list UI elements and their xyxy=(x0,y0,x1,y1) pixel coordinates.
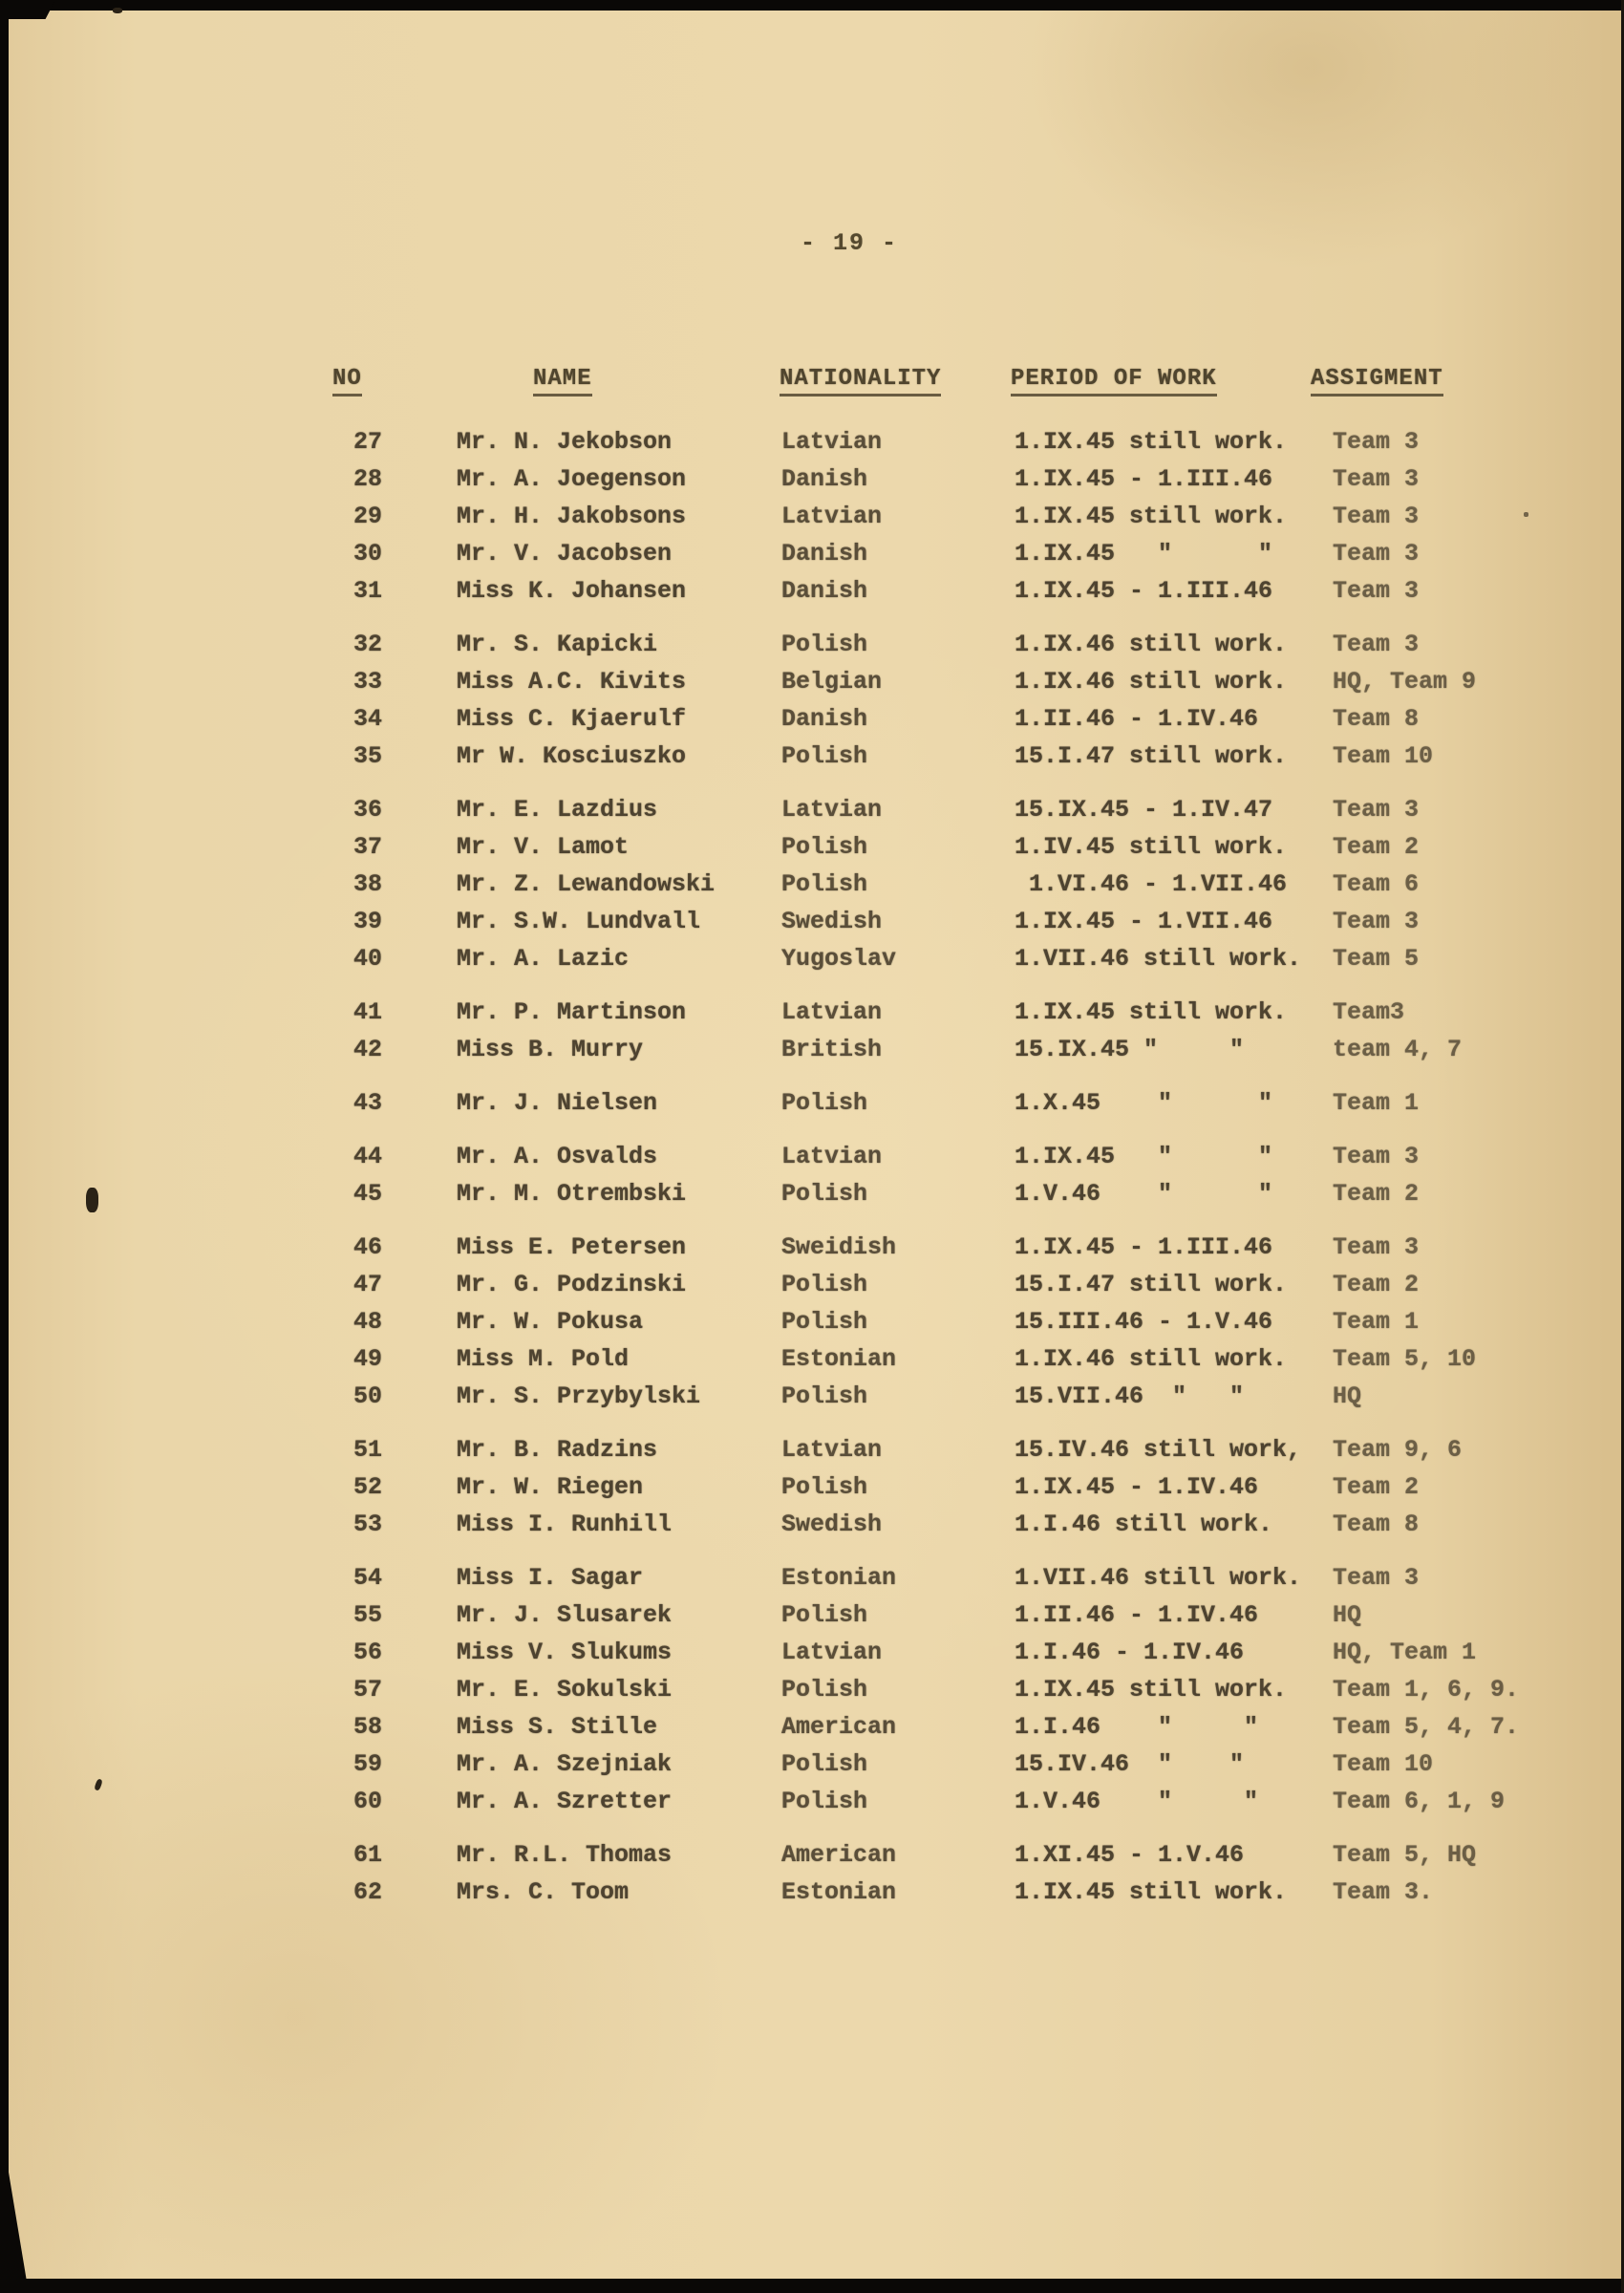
cell-name: Mrs. C. Toom xyxy=(457,1878,630,1906)
cell-nationality: Sweidish xyxy=(781,1233,897,1261)
col-header-assignment: ASSIGMENT xyxy=(1311,366,1443,396)
cell-name: Miss C. Kjaerulf xyxy=(457,705,687,733)
cell-name: Mr. A. Osvalds xyxy=(457,1143,658,1170)
table-row xyxy=(0,908,1624,945)
cell-period: 15.I.47 still work. xyxy=(1015,742,1288,770)
cell-period: 15.IX.45 " " xyxy=(1015,1036,1245,1063)
table-row xyxy=(0,428,1624,465)
cell-name: Miss I. Sagar xyxy=(457,1564,644,1592)
table-row xyxy=(0,1750,1624,1788)
cell-nationality: Danish xyxy=(781,540,868,568)
scan-edge-top xyxy=(0,0,1624,11)
cell-nationality: Polish xyxy=(781,1180,868,1208)
cell-period: 15.IV.46 " " xyxy=(1015,1750,1245,1778)
col-header-nationality: NATIONALITY xyxy=(780,366,941,396)
cell-assignment: HQ, Team 1 xyxy=(1333,1639,1477,1666)
table-row xyxy=(0,1089,1624,1126)
row-group xyxy=(0,1233,1624,1420)
cell-period: 1.IX.46 still work. xyxy=(1015,668,1288,696)
cell-period: 1.II.46 - 1.IV.46 xyxy=(1015,1601,1259,1629)
cell-period: 1.IX.45 - 1.III.46 xyxy=(1015,1233,1273,1261)
table-row xyxy=(0,503,1624,540)
cell-no: 43 xyxy=(353,1089,383,1117)
cell-name: Mr. V. Jacobsen xyxy=(457,540,673,568)
cell-no: 35 xyxy=(353,742,383,770)
cell-period: 1.II.46 - 1.IV.46 xyxy=(1015,705,1259,733)
cell-assignment: Team 2 xyxy=(1333,1473,1420,1501)
cell-assignment: HQ xyxy=(1333,1601,1362,1629)
cell-no: 28 xyxy=(353,465,383,493)
cell-period: 1.IX.45 " " xyxy=(1015,540,1273,568)
cell-period: 1.IX.45 " " xyxy=(1015,1143,1273,1170)
cell-name: Mr. A. Lazic xyxy=(457,945,630,973)
table-row xyxy=(0,705,1624,742)
cell-no: 40 xyxy=(353,945,383,973)
cell-period: 1.IX.45 still work. xyxy=(1015,503,1288,530)
cell-name: Mr W. Kosciuszko xyxy=(457,742,687,770)
cell-nationality: Danish xyxy=(781,577,868,605)
table-row xyxy=(0,1382,1624,1420)
cell-assignment: Team 5, 10 xyxy=(1333,1345,1477,1373)
cell-assignment: Team 3 xyxy=(1333,1564,1420,1592)
cell-no: 30 xyxy=(353,540,383,568)
cell-assignment: team 4, 7 xyxy=(1333,1036,1463,1063)
cell-period: 1.IX.45 - 1.III.46 xyxy=(1015,465,1273,493)
cell-nationality: Latvian xyxy=(781,1436,883,1464)
cell-no: 37 xyxy=(353,833,383,861)
row-group xyxy=(0,1841,1624,1916)
cell-no: 52 xyxy=(353,1473,383,1501)
cell-nationality: American xyxy=(781,1841,897,1869)
cell-assignment: Team 10 xyxy=(1333,1750,1434,1778)
cell-assignment: HQ xyxy=(1333,1382,1362,1410)
cell-nationality: American xyxy=(781,1713,897,1741)
cell-period: 1.VII.46 still work. xyxy=(1015,1564,1302,1592)
cell-assignment: Team 5 xyxy=(1333,945,1420,973)
cell-nationality: Polish xyxy=(781,1382,868,1410)
cell-no: 60 xyxy=(353,1788,383,1815)
row-group xyxy=(0,428,1624,614)
cell-assignment: Team 2 xyxy=(1333,833,1420,861)
cell-nationality: Danish xyxy=(781,705,868,733)
cell-assignment: Team 5, HQ xyxy=(1333,1841,1477,1869)
cell-period: 15.I.47 still work. xyxy=(1015,1271,1288,1298)
cell-nationality: Belgian xyxy=(781,668,883,696)
table-row xyxy=(0,945,1624,982)
cell-name: Mr. A. Szejniak xyxy=(457,1750,673,1778)
cell-no: 51 xyxy=(353,1436,383,1464)
cell-nationality: Polish xyxy=(781,742,868,770)
cell-name: Mr. S. Kapicki xyxy=(457,631,658,658)
cell-assignment: Team 8 xyxy=(1333,705,1420,733)
cell-period: 1.IX.45 still work. xyxy=(1015,1676,1288,1704)
table-row xyxy=(0,540,1624,577)
cell-assignment: Team 6, 1, 9 xyxy=(1333,1788,1506,1815)
cell-assignment: Team 9, 6 xyxy=(1333,1436,1463,1464)
row-group xyxy=(0,631,1624,780)
cell-assignment: Team 3 xyxy=(1333,577,1420,605)
cell-no: 48 xyxy=(353,1308,383,1336)
cell-no: 49 xyxy=(353,1345,383,1373)
cell-no: 57 xyxy=(353,1676,383,1704)
cell-assignment: Team 6 xyxy=(1333,870,1420,898)
table-row xyxy=(0,998,1624,1036)
cell-name: Mr. S.W. Lundvall xyxy=(457,908,701,935)
table-row xyxy=(0,1878,1624,1916)
table-row xyxy=(0,668,1624,705)
table-row xyxy=(0,742,1624,780)
cell-no: 61 xyxy=(353,1841,383,1869)
scan-edge-bottom xyxy=(0,2279,1624,2293)
cell-name: Miss M. Pold xyxy=(457,1345,630,1373)
cell-period: 1.I.46 - 1.IV.46 xyxy=(1015,1639,1245,1666)
cell-assignment: Team 8 xyxy=(1333,1511,1420,1538)
cell-assignment: Team 3 xyxy=(1333,503,1420,530)
cell-nationality: Polish xyxy=(781,1089,868,1117)
cell-period: 1.IX.45 - 1.IV.46 xyxy=(1015,1473,1259,1501)
cell-nationality: Latvian xyxy=(781,1143,883,1170)
cell-name: Mr. E. Lazdius xyxy=(457,796,658,824)
cell-no: 42 xyxy=(353,1036,383,1063)
cell-no: 27 xyxy=(353,428,383,456)
cell-nationality: Estonian xyxy=(781,1878,897,1906)
cell-nationality: Polish xyxy=(781,870,868,898)
table-row xyxy=(0,1271,1624,1308)
cell-name: Mr. A. Joegenson xyxy=(457,465,687,493)
cell-name: Mr. J. Nielsen xyxy=(457,1089,658,1117)
cell-assignment: Team 3 xyxy=(1333,465,1420,493)
table-row xyxy=(0,1473,1624,1511)
cell-no: 50 xyxy=(353,1382,383,1410)
cell-assignment: Team 1 xyxy=(1333,1089,1420,1117)
cell-nationality: Yugoslav xyxy=(781,945,897,973)
cell-nationality: Polish xyxy=(781,1750,868,1778)
table-row xyxy=(0,1841,1624,1878)
cell-name: Miss E. Petersen xyxy=(457,1233,687,1261)
cell-no: 46 xyxy=(353,1233,383,1261)
table-row xyxy=(0,465,1624,503)
cell-name: Miss K. Johansen xyxy=(457,577,687,605)
cell-nationality: British xyxy=(781,1036,883,1063)
cell-assignment: Team 10 xyxy=(1333,742,1434,770)
cell-nationality: Latvian xyxy=(781,1639,883,1666)
table-row xyxy=(0,833,1624,870)
page-number: - 19 - xyxy=(801,229,899,257)
cell-name: Mr. V. Lamot xyxy=(457,833,630,861)
table-row xyxy=(0,1345,1624,1382)
cell-nationality: Polish xyxy=(781,1271,868,1298)
cell-period: 1.IX.45 still work. xyxy=(1015,998,1288,1026)
row-group xyxy=(0,1089,1624,1126)
row-group xyxy=(0,1436,1624,1548)
cell-assignment: HQ, Team 9 xyxy=(1333,668,1477,696)
cell-no: 31 xyxy=(353,577,383,605)
cell-period: 1.V.46 " " xyxy=(1015,1180,1273,1208)
cell-nationality: Polish xyxy=(781,1788,868,1815)
ink-speck xyxy=(113,8,122,13)
cell-no: 59 xyxy=(353,1750,383,1778)
table-row xyxy=(0,796,1624,833)
cell-nationality: Latvian xyxy=(781,796,883,824)
cell-nationality: Swedish xyxy=(781,908,883,935)
cell-name: Mr. J. Slusarek xyxy=(457,1601,673,1629)
cell-nationality: Polish xyxy=(781,631,868,658)
cell-nationality: Estonian xyxy=(781,1564,897,1592)
cell-no: 44 xyxy=(353,1143,383,1170)
cell-name: Mr. Z. Lewandowski xyxy=(457,870,716,898)
cell-period: 1.XI.45 - 1.V.46 xyxy=(1015,1841,1245,1869)
table-row xyxy=(0,1511,1624,1548)
cell-period: 1.IX.45 - 1.III.46 xyxy=(1015,577,1273,605)
col-header-no: NO xyxy=(332,366,362,396)
cell-name: Mr. N. Jekobson xyxy=(457,428,673,456)
cell-no: 55 xyxy=(353,1601,383,1629)
cell-no: 41 xyxy=(353,998,383,1026)
table-row xyxy=(0,1601,1624,1639)
cell-nationality: Latvian xyxy=(781,998,883,1026)
cell-period: 1.I.46 " " xyxy=(1015,1713,1259,1741)
table-row xyxy=(0,1036,1624,1073)
cell-name: Miss V. Slukums xyxy=(457,1639,673,1666)
cell-period: 1.IX.46 still work. xyxy=(1015,1345,1288,1373)
cell-name: Mr. P. Martinson xyxy=(457,998,687,1026)
cell-no: 29 xyxy=(353,503,383,530)
cell-nationality: Estonian xyxy=(781,1345,897,1373)
cell-no: 32 xyxy=(353,631,383,658)
cell-nationality: Polish xyxy=(781,1676,868,1704)
table-row xyxy=(0,1143,1624,1180)
table-row xyxy=(0,1676,1624,1713)
cell-name: Mr. E. Sokulski xyxy=(457,1676,673,1704)
cell-period: 15.IV.46 still work, xyxy=(1015,1436,1302,1464)
cell-nationality: Latvian xyxy=(781,428,883,456)
cell-name: Miss A.C. Kivits xyxy=(457,668,687,696)
col-header-period: PERIOD OF WORK xyxy=(1011,366,1217,396)
cell-name: Mr. A. Szretter xyxy=(457,1788,673,1815)
cell-no: 45 xyxy=(353,1180,383,1208)
cell-assignment: Team 3 xyxy=(1333,796,1420,824)
row-group xyxy=(0,796,1624,982)
cell-assignment: Team 3 xyxy=(1333,908,1420,935)
cell-no: 56 xyxy=(353,1639,383,1666)
cell-no: 47 xyxy=(353,1271,383,1298)
cell-nationality: Latvian xyxy=(781,503,883,530)
cell-assignment: Team 3 xyxy=(1333,1143,1420,1170)
cell-name: Mr. H. Jakobsons xyxy=(457,503,687,530)
table-row xyxy=(0,870,1624,908)
cell-name: Miss S. Stille xyxy=(457,1713,658,1741)
cell-no: 58 xyxy=(353,1713,383,1741)
cell-name: Miss I. Runhill xyxy=(457,1511,673,1538)
table-row xyxy=(0,1180,1624,1217)
col-header-name: NAME xyxy=(533,366,592,396)
cell-name: Mr. S. Przybylski xyxy=(457,1382,701,1410)
cell-nationality: Polish xyxy=(781,833,868,861)
table-row xyxy=(0,1436,1624,1473)
cell-no: 33 xyxy=(353,668,383,696)
cell-period: 1.IX.45 still work. xyxy=(1015,1878,1288,1906)
cell-name: Mr. R.L. Thomas xyxy=(457,1841,673,1869)
cell-assignment: Team 3. xyxy=(1333,1878,1434,1906)
cell-name: Mr. M. Otrembski xyxy=(457,1180,687,1208)
cell-period: 1.IX.46 still work. xyxy=(1015,631,1288,658)
cell-period: 1.IX.45 - 1.VII.46 xyxy=(1015,908,1273,935)
cell-no: 54 xyxy=(353,1564,383,1592)
cell-assignment: Team 2 xyxy=(1333,1180,1420,1208)
cell-no: 38 xyxy=(353,870,383,898)
table-row xyxy=(0,1713,1624,1750)
cell-period: 1.VII.46 still work. xyxy=(1015,945,1302,973)
cell-name: Mr. B. Radzins xyxy=(457,1436,658,1464)
cell-no: 39 xyxy=(353,908,383,935)
table-row xyxy=(0,1639,1624,1676)
cell-nationality: Polish xyxy=(781,1308,868,1336)
row-group xyxy=(0,1143,1624,1217)
cell-nationality: Swedish xyxy=(781,1511,883,1538)
personnel-table xyxy=(0,428,1624,1932)
cell-assignment: Team 5, 4, 7. xyxy=(1333,1713,1520,1741)
cell-no: 36 xyxy=(353,796,383,824)
row-group xyxy=(0,998,1624,1073)
cell-name: Mr. W. Pokusa xyxy=(457,1308,644,1336)
table-row xyxy=(0,631,1624,668)
cell-name: Miss B. Murry xyxy=(457,1036,644,1063)
cell-nationality: Polish xyxy=(781,1601,868,1629)
table-row xyxy=(0,1233,1624,1271)
cell-assignment: Team 1, 6, 9. xyxy=(1333,1676,1520,1704)
table-row xyxy=(0,1308,1624,1345)
cell-assignment: Team 3 xyxy=(1333,631,1420,658)
cell-period: 1.VI.46 - 1.VII.46 xyxy=(1015,870,1288,898)
table-row xyxy=(0,1564,1624,1601)
cell-period: 1.IX.45 still work. xyxy=(1015,428,1288,456)
row-group xyxy=(0,1564,1624,1825)
cell-period: 1.X.45 " " xyxy=(1015,1089,1273,1117)
cell-assignment: Team 2 xyxy=(1333,1271,1420,1298)
cell-no: 34 xyxy=(353,705,383,733)
cell-assignment: Team 3 xyxy=(1333,1233,1420,1261)
cell-period: 1.IV.45 still work. xyxy=(1015,833,1288,861)
table-header-row xyxy=(0,366,1624,404)
cell-nationality: Polish xyxy=(781,1473,868,1501)
cell-name: Mr. G. Podzinski xyxy=(457,1271,687,1298)
table-row xyxy=(0,577,1624,614)
cell-period: 15.IX.45 - 1.IV.47 xyxy=(1015,796,1273,824)
cell-assignment: Team 1 xyxy=(1333,1308,1420,1336)
cell-period: 15.VII.46 " " xyxy=(1015,1382,1245,1410)
cell-no: 53 xyxy=(353,1511,383,1538)
cell-name: Mr. W. Riegen xyxy=(457,1473,644,1501)
cell-period: 1.V.46 " " xyxy=(1015,1788,1259,1815)
cell-no: 62 xyxy=(353,1878,383,1906)
cell-period: 1.I.46 still work. xyxy=(1015,1511,1273,1538)
cell-assignment: Team3 xyxy=(1333,998,1405,1026)
cell-nationality: Danish xyxy=(781,465,868,493)
cell-assignment: Team 3 xyxy=(1333,540,1420,568)
cell-assignment: Team 3 xyxy=(1333,428,1420,456)
table-row xyxy=(0,1788,1624,1825)
cell-period: 15.III.46 - 1.V.46 xyxy=(1015,1308,1273,1336)
